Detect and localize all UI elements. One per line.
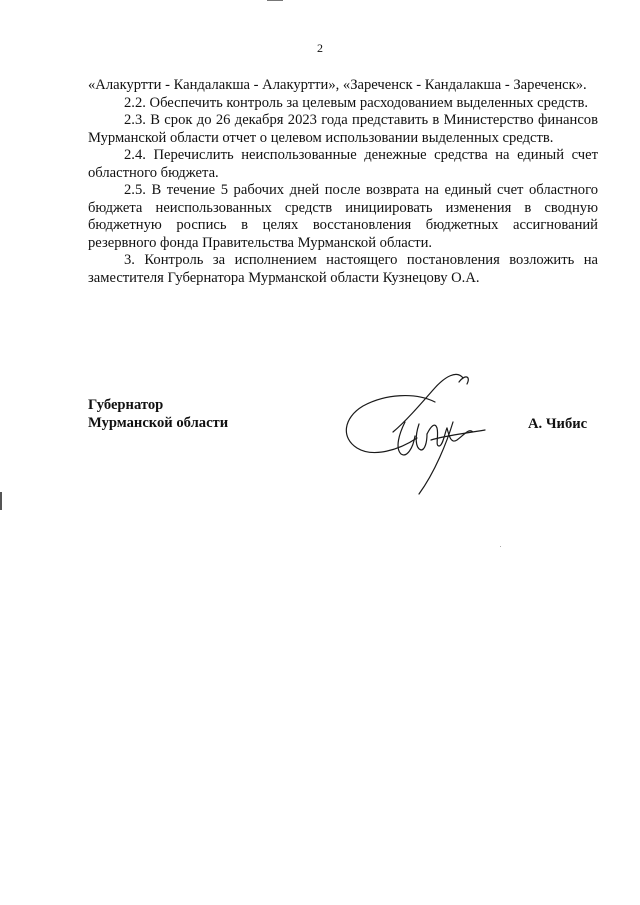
signatory-position-line1: Губернатор [88, 397, 164, 413]
document-body [88, 77, 598, 287]
paragraph-2-4: 2.4. Перечислить неиспользованные денежные средства на единый счет областного бюджета. [88, 147, 598, 181]
paragraph-routes: «Алакуртти - Кандалакша - Алакуртти», «Зареченск - Кандалакша - Зареченск». [88, 77, 587, 93]
paragraph-3: 3. Контроль за исполнением настоящего постановления возложить на заместителя Губернатора Мурманской области Кузнецову О.А. [88, 252, 598, 286]
handwritten-signature [335, 362, 505, 497]
page-number: 2 [317, 41, 323, 55]
signatory-name: А. Чибис [528, 416, 588, 432]
paragraph-2-2: 2.2. Обеспечить контроль за целевым расходованием выделенных средств. [124, 94, 589, 111]
paragraph-2-3: 2.3. В срок до 26 декабря 2023 года представить в Министерство финансов Мурманской области отчет о целевом использовании выделенных средств. [88, 112, 598, 146]
paragraph-2-5: 2.5. В течение 5 рабочих дней после возврата на единый счет областного бюджета неиспользованных средств инициировать изменения в сводную бюджетную роспись в целях восстановления бюджетных ассигнований резервного фонда Правительства Мурманской области. [88, 182, 598, 251]
scan-mark-top [267, 0, 283, 1]
scan-mark-left [0, 492, 2, 510]
scan-speck [500, 546, 501, 547]
signatory-position-line2: Мурманской области [88, 415, 229, 431]
signatory-position [88, 396, 228, 432]
